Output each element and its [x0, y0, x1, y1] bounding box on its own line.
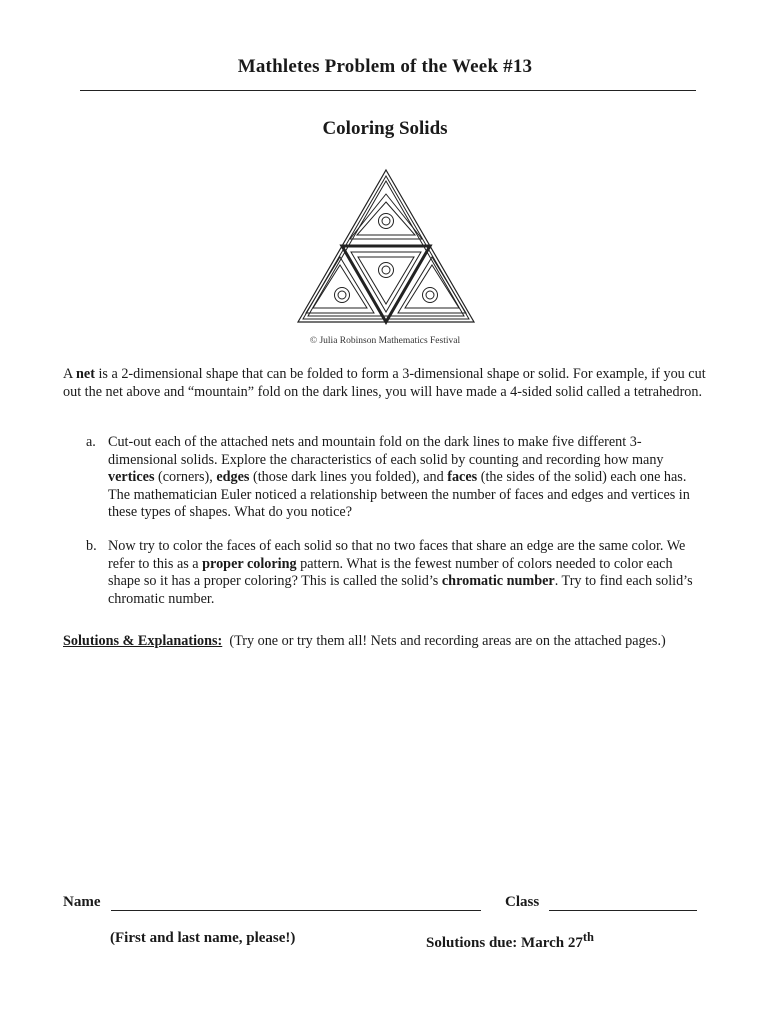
question-b-marker: b. [86, 538, 97, 554]
title-divider [80, 90, 696, 91]
term-edges: edges [216, 469, 250, 485]
question-a-text: Cut-out each of the attached nets and mountain fold on the dark lines to make five different 3-dimensional solids. Explore the characteristics of each solid by counting and recording how many vertices (corners), edges (those dark lines you folded), and faces (the sides of the solid) each one has. The mathematician Euler noticed a relationship between the number of faces and edges and vertices in these types of shapes. What do you notice? [108, 434, 690, 520]
question-b-text: Now try to color the faces of each solid so that no two faces that share an edge are the same color. We refer to this as a proper coloring pattern. What is the fewest number of colors needed to color each shape so it has a proper coloring? This is called the solid’s chromatic number. Try to find each solid’s chromatic number. [108, 538, 693, 607]
term-faces: faces [447, 469, 478, 485]
solutions-label: Solutions & Explanations: [63, 633, 223, 649]
due-date: Solutions due: March 27th [426, 930, 594, 951]
solutions-instruction: (Try one or try them all! Nets and recording areas are on the attached pages.) [222, 633, 666, 649]
term-vertices: vertices [108, 469, 155, 485]
solutions-section [63, 633, 713, 651]
tetrahedron-net-figure [295, 168, 477, 326]
page-title: Mathletes Problem of the Week #13 [237, 56, 533, 77]
term-proper-coloring: proper coloring [202, 555, 297, 572]
name-label: Name [63, 894, 101, 910]
term-net: net [76, 366, 95, 382]
class-field-line[interactable] [549, 910, 697, 911]
name-field-line[interactable] [111, 910, 481, 911]
question-a-marker: a. [86, 434, 96, 450]
term-chromatic-number: chromatic number [441, 573, 555, 589]
class-label: Class [505, 894, 540, 910]
page-subtitle: Coloring Solids [322, 118, 448, 139]
figure-credit: © Julia Robinson Mathematics Festival [309, 336, 461, 346]
name-instruction: (First and last name, please!) [110, 930, 296, 946]
intro-paragraph: A net is a 2-dimensional shape that can be folded to form a 3-dimensional shape or solid. For example, if you cut out the net above and “mountain” fold on the dark lines, you will have made a 4-sided solid called a tetrahedron. [63, 366, 706, 400]
